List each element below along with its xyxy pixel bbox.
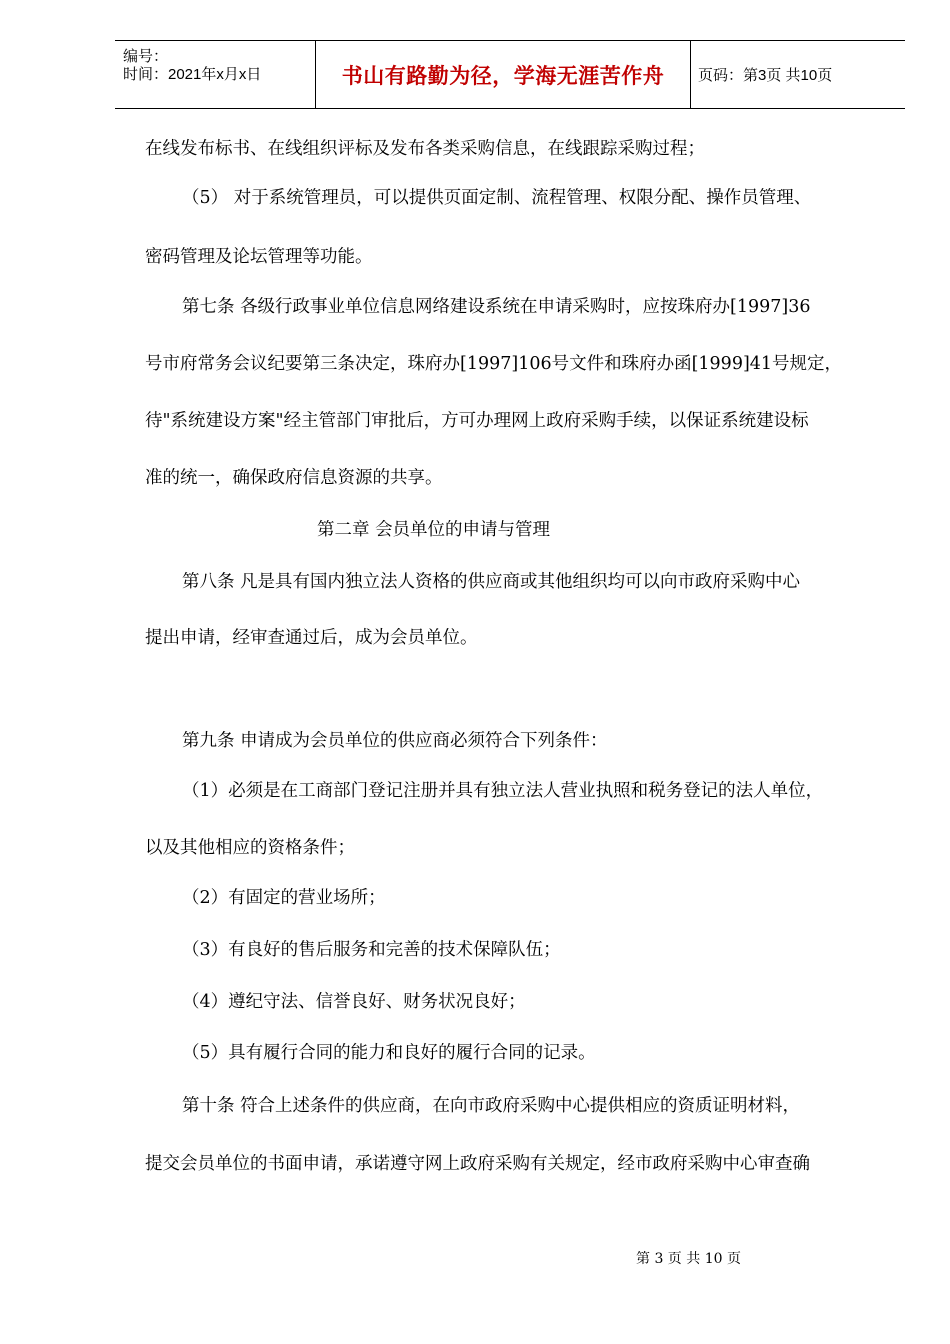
header-motto: 书山有路勤为径，学海无涯苦作舟: [341, 62, 665, 88]
chapter-heading: 第二章 会员单位的申请与管理: [317, 520, 551, 540]
body-line: 第八条 凡是具有国内独立法人资格的供应商或其他组织均可以向市政府采购中心: [182, 572, 801, 592]
body-line: 密码管理及论坛管理等功能。: [145, 247, 373, 267]
header-meta: [115, 41, 315, 108]
body-line: 在线发布标书、在线组织评标及发布各类采购信息，在线跟踪采购过程；: [145, 139, 705, 159]
doc-time-label: 时间：2021年x月x日: [123, 66, 262, 83]
body-line: 提出申请，经审查通过后，成为会员单位。: [145, 628, 478, 648]
body-line: 第十条 符合上述条件的供应商，在向市政府采购中心提供相应的资质证明材料，: [182, 1096, 801, 1116]
body-line: 提交会员单位的书面申请，承诺遵守网上政府采购有关规定，经市政府采购中心审查确: [145, 1154, 810, 1174]
body-line: （4）遵纪守法、信誉良好、财务状况良好；: [182, 992, 526, 1012]
page-header: [115, 40, 905, 109]
body-line: 第七条 各级行政事业单位信息网络建设系统在申请采购时，应按珠府办[1997]36: [182, 297, 811, 317]
body-line: （1）必须是在工商部门登记注册并具有独立法人营业执照和税务登记的法人单位，: [182, 781, 824, 801]
body-line: （5） 对于系统管理员，可以提供页面定制、流程管理、权限分配、操作员管理、: [182, 188, 812, 208]
body-line: 以及其他相应的资格条件；: [145, 838, 355, 858]
body-line: 第九条 申请成为会员单位的供应商必须符合下列条件：: [182, 731, 608, 751]
body-line: 号市府常务会议纪要第三条决定，珠府办[1997]106号文件和珠府办函[1999]41号规定，: [145, 354, 843, 374]
body-line: 待"系统建设方案"经主管部门审批后，方可办理网上政府采购手续，以保证系统建设标: [145, 411, 809, 431]
body-line: （3）有良好的售后服务和完善的技术保障队伍；: [182, 940, 561, 960]
header-motto-cell: [315, 41, 691, 108]
body-line: （5）具有履行合同的能力和良好的履行合同的记录。: [182, 1043, 596, 1063]
doc-number-label: 编号：: [123, 48, 169, 65]
body-line: （2）有固定的营业场所；: [182, 888, 386, 908]
page-footer: 第 3 页 共 10 页: [636, 1251, 741, 1267]
header-page-cell: [690, 41, 905, 108]
body-line: 准的统一，确保政府信息资源的共享。: [145, 468, 443, 488]
header-page-info: 页码：第3页 共10页: [698, 67, 833, 84]
